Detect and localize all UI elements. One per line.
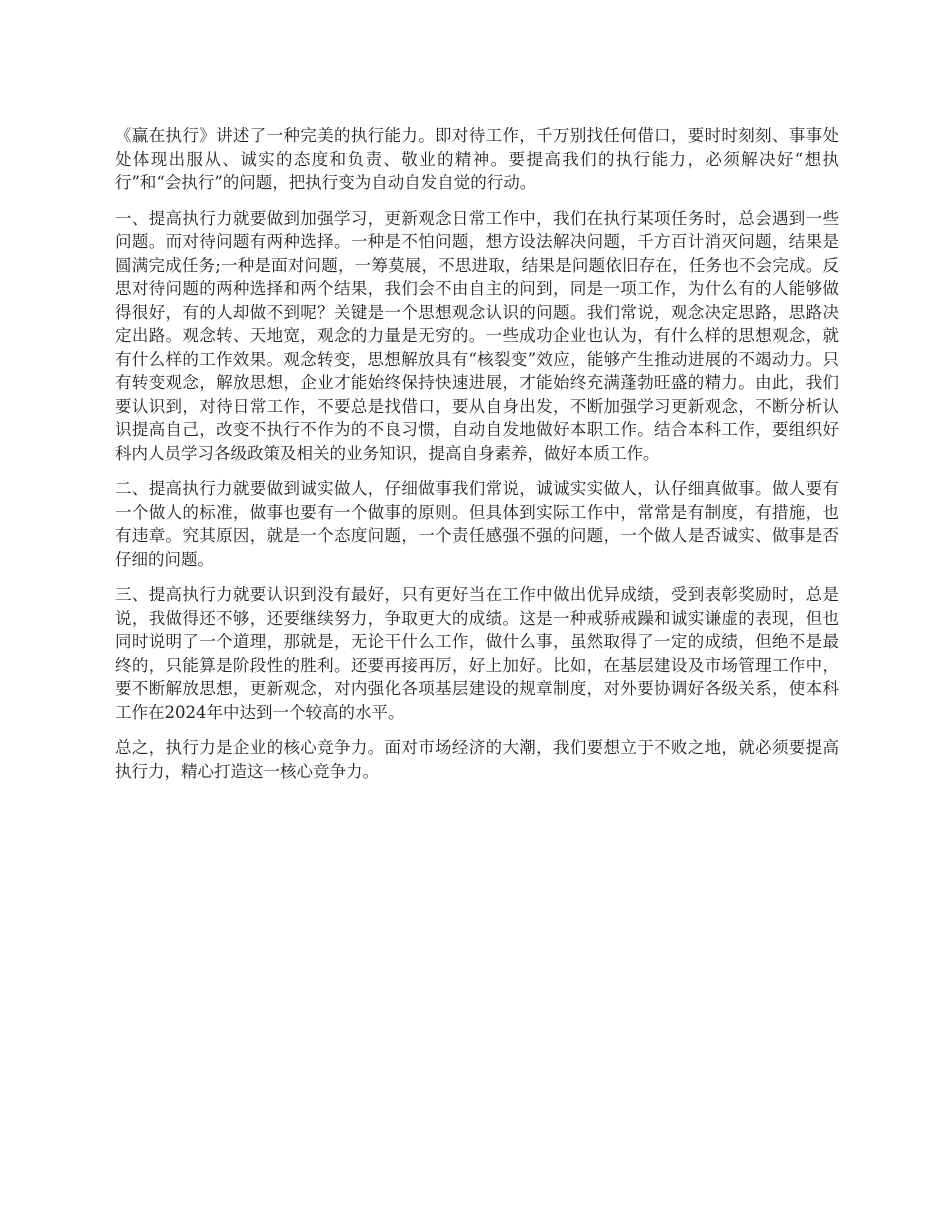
paragraph-section-three: 三、提高执行力就要认识到没有最好，只有更好当在工作中做出优异成绩，受到表彰奖励时，总是说，我做得还不够，还要继续努力，争取更大的成绩。这是一种戒骄戒躁和诚实谦虚的表现，但也同时说明了一个道理，那就是，无论干什么工作，做什么事，虽然取得了一定的成绩，但绝不是最终的，只能算是阶段性的胜利。还要再接再厉，好上加好。比如，在基层建设及市场管理工作中，要不断解放思想，更新观念，对内强化各项基层建设的规章制度，对外要协调好各级关系，使本科工作在2024年中达到一个较高的水平。 <box>115 585 839 722</box>
paragraph-conclusion: 总之，执行力是企业的核心竞争力。面对市场经济的大潮，我们要想立于不败之地，就必须要提高执行力，精心打造这一核心竞争力。 <box>115 738 839 781</box>
paragraph-section-two: 二、提高执行力就要做到诚实做人，仔细做事我们常说，诚诚实实做人，认仔细真做事。做人要有一个做人的标准，做事也要有一个做事的原则。但具体到实际工作中，常常是有制度，有措施，也有违章。究其原因，就是一个态度问题，一个责任感强不强的问题，一个做人是否诚实、做事是否仔细的问题。 <box>115 479 839 569</box>
paragraph-section-one: 一、提高执行力就要做到加强学习，更新观念日常工作中，我们在执行某项任务时，总会遇到一些问题。而对待问题有两种选择。一种是不怕问题，想方设法解决问题，千方百计消灭问题，结果是圆满完成任务;一种是面对问题，一筹莫展，不思进取，结果是问题依旧存在，任务也不会完成。反思对待问题的两种选择和两个结果，我们会不由自主的问到，同是一项工作，为什么有的人能够做得很好，有的人却做不到呢？关键是一个思想观念认识的问题。我们常说，观念决定思路，思路决定出路。观念转、天地宽，观念的力量是无穷的。一些成功企业也认为，有什么样的思想观念，就有什么样的工作效果。观念转变，思想解放具有“核裂变”效应，能够产生推动进展的不竭动力。只有转变观念，解放思想，企业才能始终保持快速进展，才能始终充满蓬勃旺盛的精力。由此，我们要认识到，对待日常工作，不要总是找借口，要从自身出发，不断加强学习更新观念，不断分析认识提高自己，改变不执行不作为的不良习惯，自动自发地做好本职工作。结合本科工作，要组织好科内人员学习各级政策及相关的业务知识，提高自身素养，做好本质工作。 <box>115 208 839 463</box>
paragraph-intro: 《赢在执行》讲述了一种完美的执行能力。即对待工作，千万别找任何借口，要时时刻刻、事事处处体现出服从、诚实的态度和负责、敬业的精神。要提高我们的执行能力，必须解决好“想执行”和“会执行”的问题，把执行变为自动自发自觉的行动。 <box>115 126 839 192</box>
document-page <box>115 124 839 795</box>
